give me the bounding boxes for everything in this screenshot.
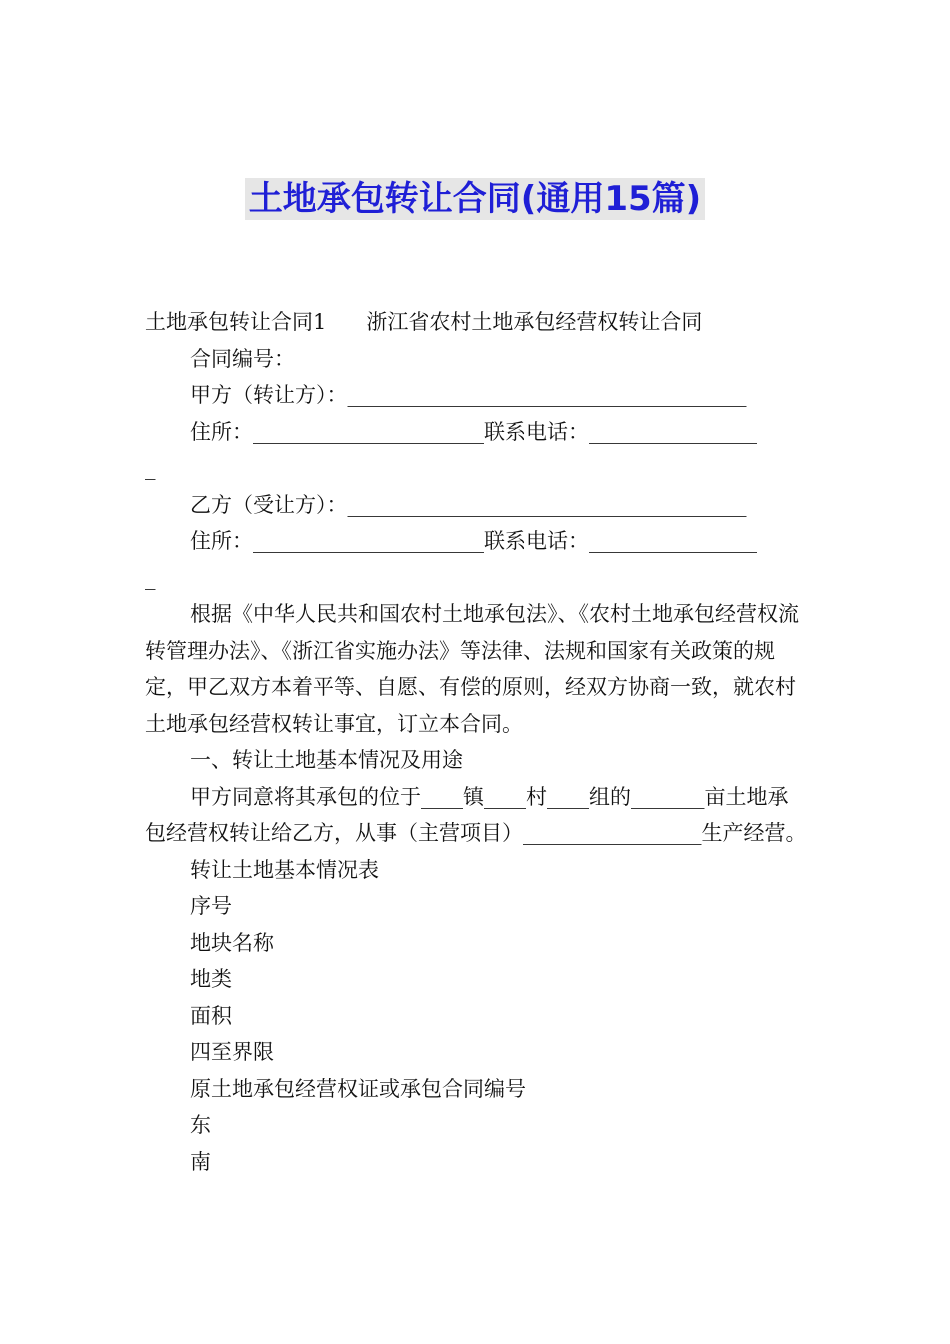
title-container [0,178,950,220]
party-a-address-tail: _ [145,456,156,480]
contract-heading-right: 浙江省农村土地承包经营权转让合同 [366,310,703,334]
table-item: 四至界限 [190,1040,274,1064]
document-body [145,304,807,1180]
party-a-line: 甲方（转让方）：______________________________________ [190,383,747,407]
agreement-paragraph: 甲方同意将其承包的位于____镇____村____组的_______亩土地承包经营权转让给乙方，从事（主营项目）_________________生产经营。 [145,784,807,845]
party-a-address-line: 住所：______________________联系电话：________________ [190,419,757,444]
contract-heading-left: 土地承包转让合同1 [145,310,327,334]
table-item: 南 [190,1149,211,1174]
table-item: 地块名称 [190,930,274,955]
table-item: 地类 [190,967,232,991]
table-item: 转让土地基本情况表 [190,857,379,882]
basis-paragraph: 根据《中华人民共和国农村土地承包法》、《农村土地承包经营权流转管理办法》、《浙江省实施办法》等法律、法规和国家有关政策的规定，甲乙双方本着平等、自愿、有偿的原则，经双方协商一致，就农村土地承包经营权转让事宜，订立本合同。 [145,602,799,736]
party-b-address-tail: _ [145,565,156,590]
table-item: 东 [190,1113,211,1137]
party-b-address-line: 住所：______________________联系电话：________________ [190,529,757,553]
section-heading: 一、转让土地基本情况及用途 [190,748,463,772]
party-b-line: 乙方（受让方）：______________________________________ [190,492,747,517]
contract-heading [145,304,807,341]
page-title: 土地承包转让合同(通用15篇) [245,178,705,220]
table-item: 序号 [190,894,232,918]
table-item: 原土地承包经营权证或承包合同编号 [190,1076,526,1101]
table-item: 面积 [190,1003,232,1028]
contract-number-line: 合同编号： [190,346,295,371]
